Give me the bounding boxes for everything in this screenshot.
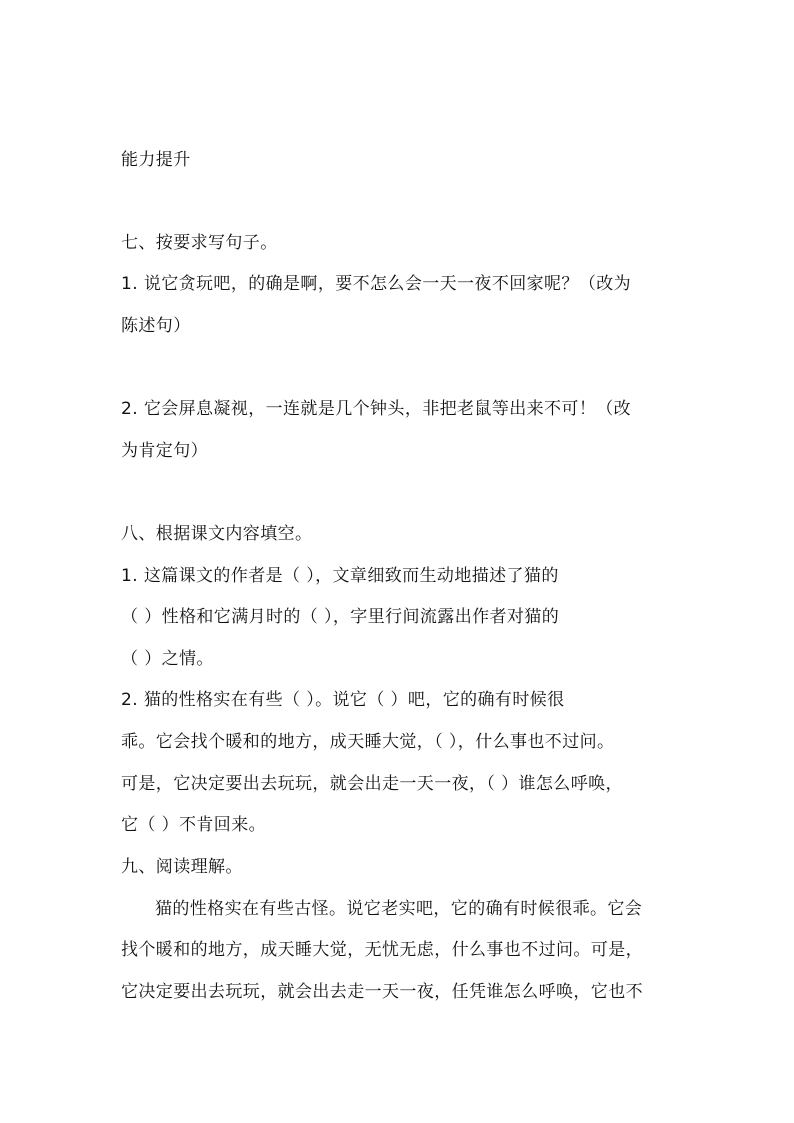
part8-question2-line4: 它（ ）不肯回来。 [121,815,267,835]
part7-question2-line1: 2. 它会屏息凝视，一连就是几个钟头，非把老鼠等出来不可！（改 [121,399,632,419]
part8-title: 八、根据课文内容填空。 [121,524,313,544]
part7-question1-line2: 陈述句） [121,316,191,336]
part8-question2-line3: 可是，它决定要出去玩玩，就会出走一天一夜，（ ）谁怎么呼唤， [121,774,623,794]
part8-question1-line1: 1. 这篇课文的作者是（ ），文章细致而生动地描述了猫的 [121,566,559,586]
section-heading: 能力提升 [121,150,191,170]
reading-passage-line1: 猫的性格实在有些古怪。说它老实吧，它的确有时候很乖。它会 [155,899,643,919]
part8-question2-line1: 2. 猫的性格实在有些（ ）。说它（ ）吧，它的确有时候很 [121,690,565,710]
part8-question1-line3: （ ）之情。 [121,649,214,669]
part8-question1-line2: （ ）性格和它满月时的（ ），字里行间流露出作者对猫的 [121,607,560,627]
reading-passage-line3: 它决定要出去玩玩，就会出去走一天一夜，任凭谁怎么呼唤，它也不 [121,982,643,1002]
part7-title: 七、按要求写句子。 [121,233,278,253]
reading-passage-line2: 找个暖和的地方，成天睡大觉，无忧无虑，什么事也不过问。可是， [121,940,643,960]
part7-question1-line1: 1. 说它贪玩吧，的确是啊，要不怎么会一天一夜不回家呢？（改为 [121,274,632,294]
part9-title: 九、阅读理解。 [121,857,243,877]
part8-question2-line2: 乖。它会找个暖和的地方，成天睡大觉，（ ），什么事也不过问。 [121,732,615,752]
part7-question2-line2: 为肯定句） [121,441,208,461]
